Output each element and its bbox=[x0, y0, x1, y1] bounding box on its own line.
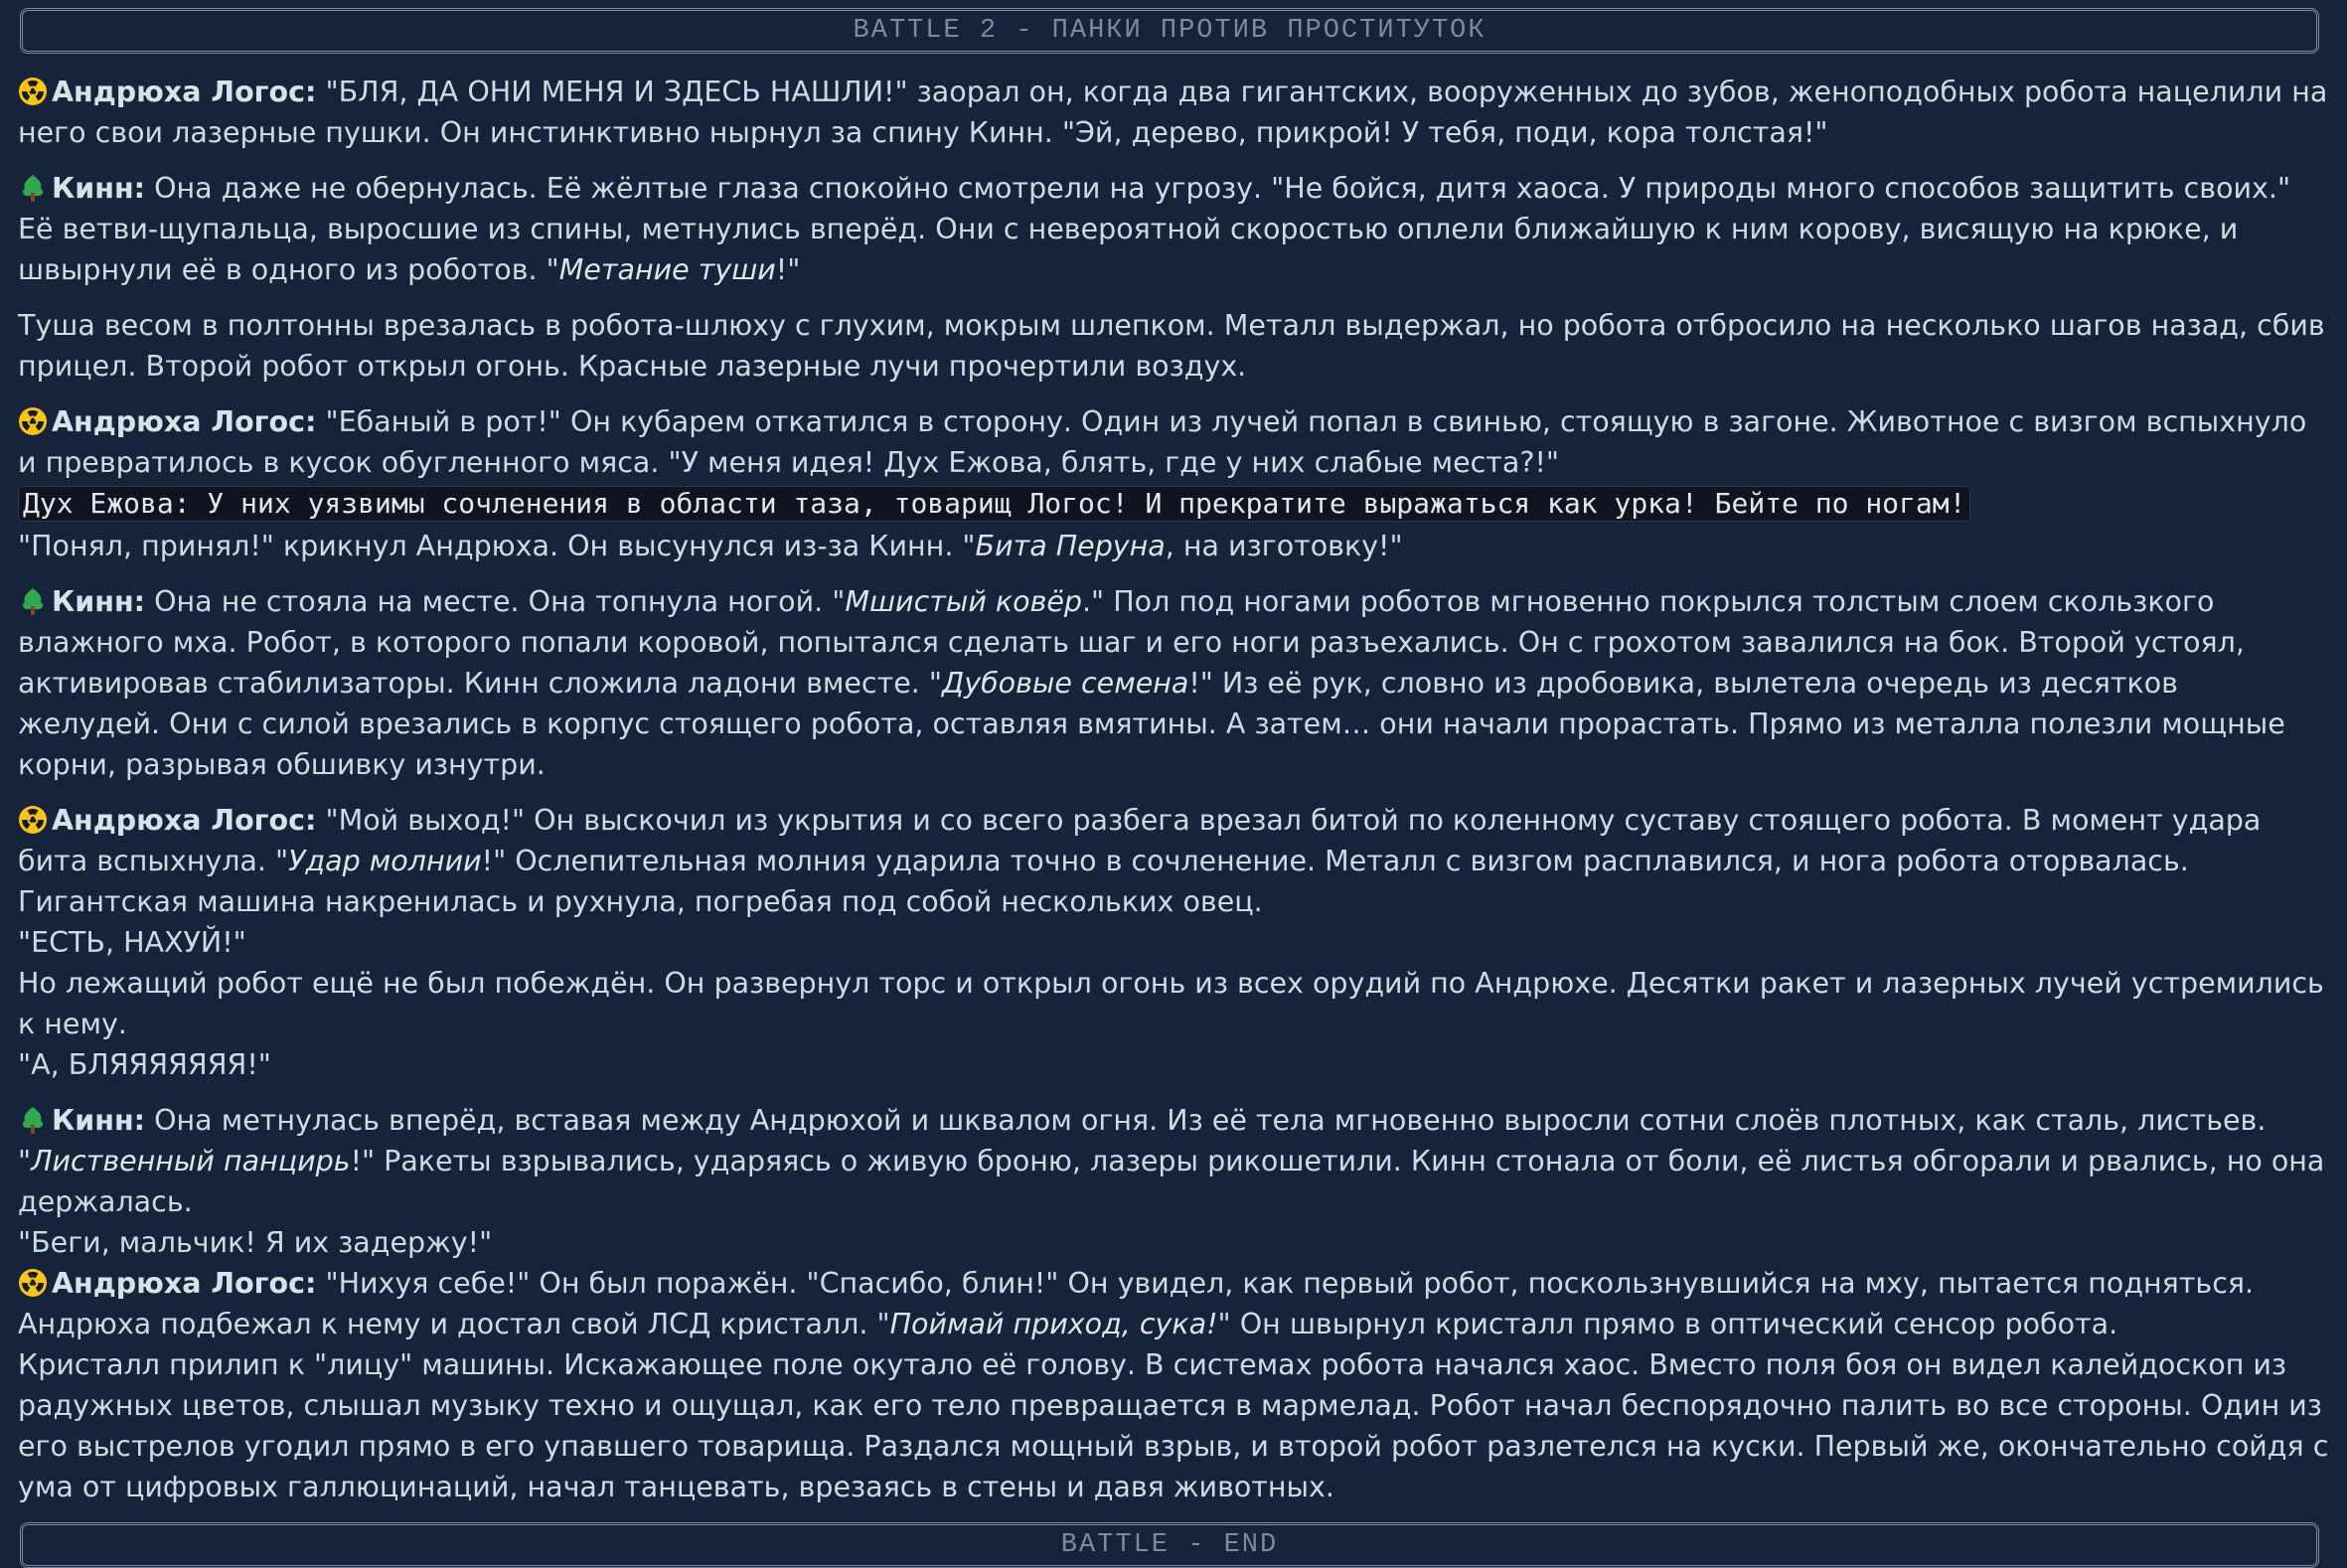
story-paragraph bbox=[18, 800, 2329, 1085]
speaker-andryuha: Андрюха Логос: bbox=[52, 76, 317, 108]
story-body bbox=[18, 72, 2329, 1507]
tree-icon bbox=[18, 586, 48, 616]
radioactive-icon bbox=[18, 406, 48, 436]
paragraph-text: ." Пол под ногами роботов мгновенно покрылся толстым слоем скользкого влажного мха. Робот, в которого попали коровой, попытался сделать шаг и его ноги разъехались. Он с грохотом завалился на бок. Второй устоял, активировав стабилизаторы. Кинн сложила ладони вместе. " bbox=[18, 585, 2245, 700]
paragraph-text: !" Ослепительная молния ударила точно в сочленение. Металл с визгом расплавился, и нога робота оторвалась. Гигантская машина накренилась и рухнула, погребая под собой нескольких овец. bbox=[18, 845, 2189, 918]
story-paragraph bbox=[18, 526, 2329, 566]
battle-header-banner bbox=[20, 8, 2319, 54]
story-paragraph bbox=[18, 581, 2329, 785]
speaker-kinn: Кинн: bbox=[52, 172, 146, 205]
story-paragraph bbox=[18, 305, 2329, 387]
paragraph-text: "Нихуя себе!" Он был поражён. "Спасибо, блин!" Он увидел, как первый робот, поскользнувшийся на мху, пытается подняться. Андрюха подбежал к нему и достал свой ЛСД кристалл. " bbox=[18, 1267, 2255, 1340]
paragraph-text: " Он швырнул кристалл прямо в оптический сенсор робота. bbox=[1217, 1308, 2118, 1340]
skill-name: Удар молнии bbox=[288, 845, 482, 877]
paragraph-text: Она даже не обернулась. Её жёлтые глаза спокойно смотрели на угрозу. "Не бойся, дитя хаоса. У природы много способов защитить своих." Её ветви-щупальца, выросшие из спины, метнулись вперёд. Они с невероятной скоростью оплели ближайшую к ним корову, висящую на крюке, и швырнули её в одного из роботов. " bbox=[18, 172, 2291, 286]
paragraph-text: "Ебаный в рот!" Он кубарем откатился в сторону. Один из лучей попал в свинью, стоящую в загоне. Животное с визгом вспыхнуло и превратилось в кусок обугленного мяса. "У меня идея! Дух Ежова, блять, где у них слабые места?!" bbox=[18, 405, 2307, 479]
paragraph-text: , на изготовку!" bbox=[1165, 530, 1403, 562]
skill-name: Поймай приход, сука! bbox=[889, 1308, 1218, 1340]
speaker-kinn: Кинн: bbox=[52, 585, 146, 618]
paragraph-text: Она метнулась вперёд, вставая между Андрюхой и шквалом огня. Из её тела мгновенно выросли сотни слоёв плотных, как сталь, листьев. " bbox=[18, 1104, 2267, 1177]
battle-header-title: BATTLE 2 - ПАНКИ ПРОТИВ ПРОСТИТУТОК bbox=[853, 16, 1486, 46]
speaker-kinn: Кинн: bbox=[52, 1104, 146, 1137]
paragraph-text: !" Ракеты взрывались, ударяясь о живую броню, лазеры рикошетили. Кинн стонала от боли, её листья обгорали и рвались, но она держалась. bbox=[18, 1145, 2325, 1218]
speaker-andryuha: Андрюха Логос: bbox=[52, 405, 317, 438]
paragraph-line: "А, БЛЯЯЯЯЯЯЯ!" bbox=[18, 1048, 271, 1081]
story-paragraph bbox=[18, 401, 2329, 483]
battle-footer-banner bbox=[20, 1522, 2319, 1568]
paragraph-text: "БЛЯ, ДА ОНИ МЕНЯ И ЗДЕСЬ НАШЛИ!" заорал он, когда два гигантских, вооруженных до зубов, женоподобных робота нацелили на него свои лазерные пушки. Он инстинктивно нырнул за спину Кинн. "Эй, дерево, прикрой! У тебя, поди, кора толстая!" bbox=[18, 76, 2328, 149]
story-paragraph bbox=[18, 168, 2329, 290]
radioactive-icon bbox=[18, 1268, 48, 1298]
speaker-andryuha: Андрюха Логос: bbox=[52, 1267, 317, 1300]
paragraph-text: Туша весом в полтонны врезалась в робота-шлюху с глухим, мокрым шлепком. Металл выдержал, но робота отбросило на несколько шагов назад, сбив прицел. Второй робот открыл огонь. Красные лазерные лучи прочертили воздух. bbox=[18, 309, 2325, 383]
speaker-andryuha: Андрюха Логос: bbox=[52, 804, 317, 837]
paragraph-line: Кристалл прилип к "лицу" машины. Искажающее поле окутало её голову. В системах робота начался хаос. Вместо поля боя он видел калейдоскоп из радужных цветов, слышал музыку техно и ощущал, как его тело превращается в мармелад. Робот начал беспорядочно палить во все стороны. Один из его выстрелов угодил прямо в его упавшего товарища. Раздался мощный взрыв, и второй робот разлетелся на куски. Первый же, окончательно сойдя с ума от цифровых галлюцинаций, начал танцевать, врезаясь в стены и давя животных. bbox=[18, 1348, 2329, 1503]
skill-name: Бита Перуна bbox=[975, 530, 1166, 562]
skill-name: Лиственный панцирь bbox=[31, 1145, 351, 1177]
paragraph-line: "ЕСТЬ, НАХУЙ!" bbox=[18, 926, 246, 959]
spirit-code-message: Дух Ежова: У них уязвимы сочленения в области таза, товарищ Логос! И прекратите выражаться как урка! Бейте по ногам! bbox=[18, 486, 1970, 522]
paragraph-text: Она не стояла на месте. Она топнула ногой. " bbox=[154, 585, 846, 618]
skill-name: Метание туши bbox=[558, 253, 776, 286]
radioactive-icon bbox=[18, 805, 48, 835]
tree-icon bbox=[18, 1105, 48, 1135]
paragraph-text: !" Из её рук, словно из дробовика, вылетела очередь из десятков желудей. Они с силой врезались в корпус стоящего робота, оставляя вмятины. А затем… они начали прорастать. Прямо из металла полезли мощные корни, разрывая обшивку изнутри. bbox=[18, 667, 2285, 781]
paragraph-text: "Мой выход!" Он выскочил из укрытия и со всего разбега врезал битой по коленному суставу стоящего робота. В момент удара бита вспыхнула. " bbox=[18, 804, 2262, 877]
story-paragraph bbox=[18, 1100, 2329, 1263]
tree-icon bbox=[18, 173, 48, 203]
paragraph-text: "Понял, принял!" крикнул Андрюха. Он высунулся из-за Кинн. " bbox=[18, 530, 976, 562]
paragraph-line: Но лежащий робот ещё не был побеждён. Он развернул торс и открыл огонь из всех орудий по Андрюхе. Десятки ракет и лазерных лучей устремились к нему. bbox=[18, 967, 2324, 1040]
skill-name: Мшистый ковёр bbox=[845, 585, 1082, 618]
paragraph-text: !" bbox=[775, 253, 801, 286]
skill-name: Дубовые семена bbox=[941, 667, 1189, 700]
story-paragraph bbox=[18, 72, 2329, 153]
paragraph-line: "Беги, мальчик! Я их задержу!" bbox=[18, 1226, 493, 1259]
story-paragraph bbox=[18, 1263, 2329, 1507]
radioactive-icon bbox=[18, 77, 48, 106]
battle-footer-title: BATTLE - END bbox=[1060, 1530, 1279, 1560]
